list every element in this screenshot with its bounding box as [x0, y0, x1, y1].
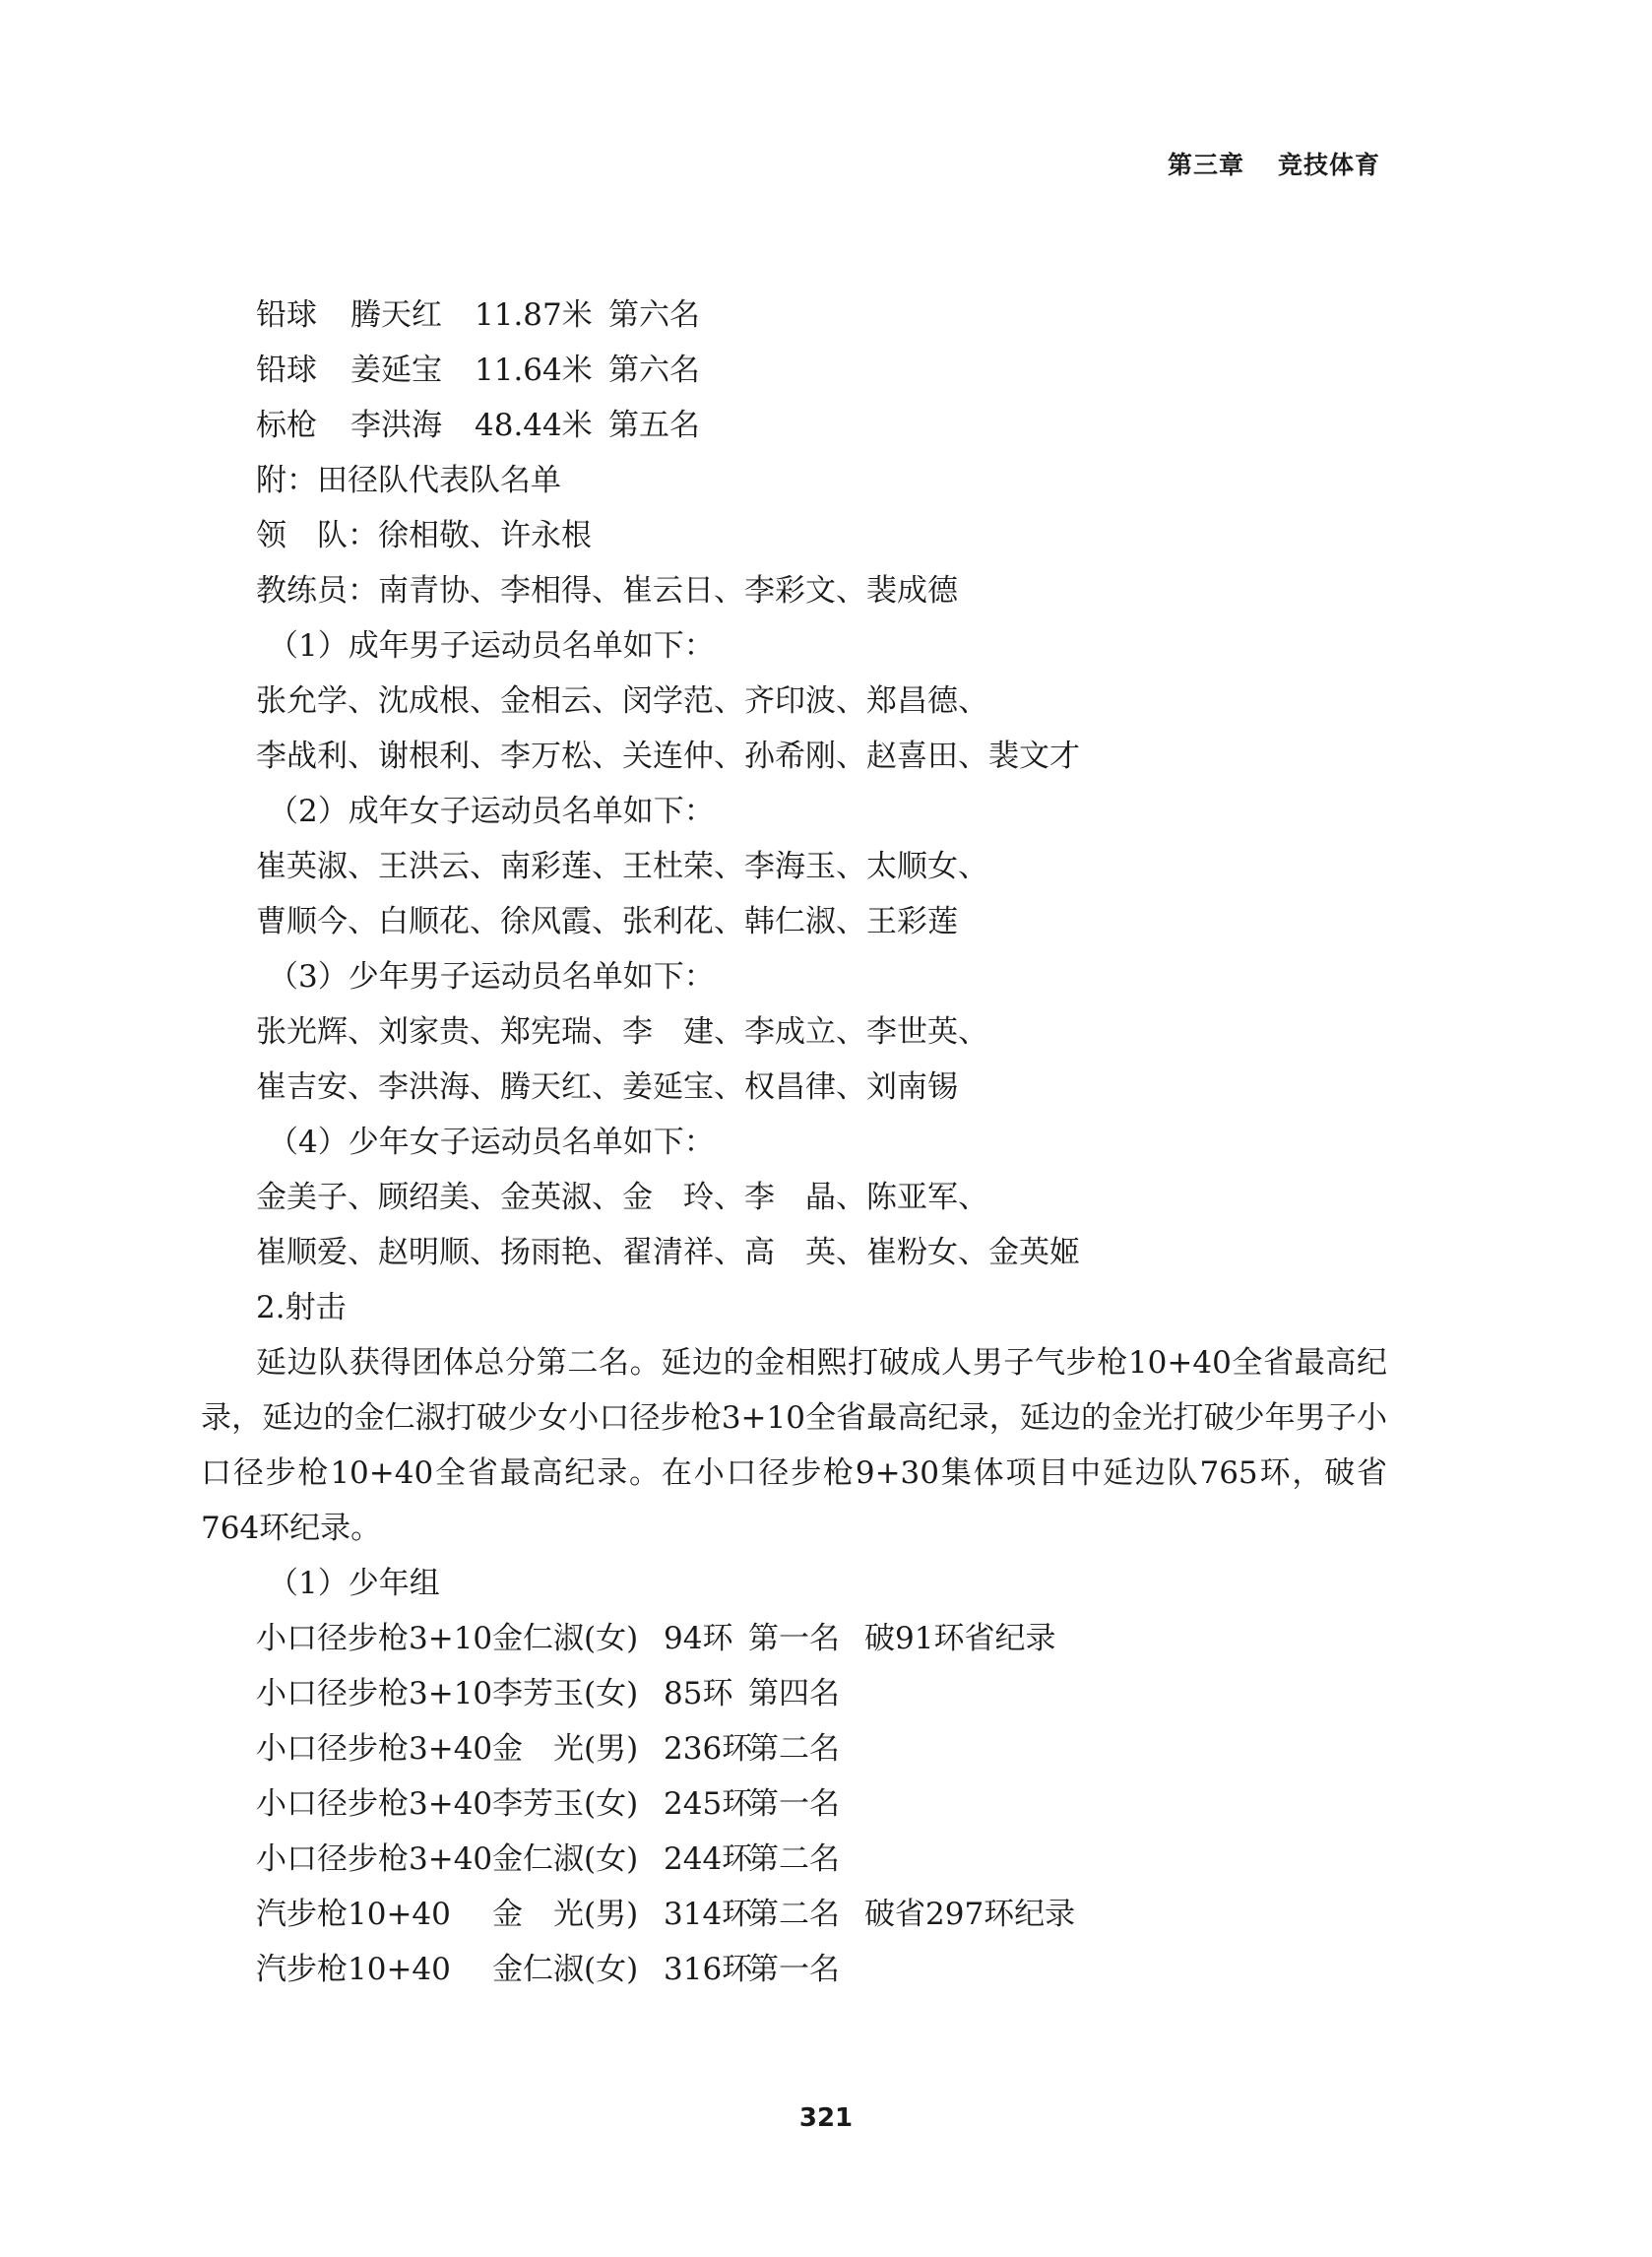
result-place: 第一名 [748, 1621, 840, 1656]
result-place: 第一名 [748, 1952, 840, 1987]
roster-title: 附：田径队代表队名单 [256, 463, 561, 498]
result-event: 小口径步枪3+10 [256, 1621, 493, 1656]
result-score: 236环 [664, 1731, 753, 1767]
result-place: 第五名 [608, 408, 700, 443]
result-mark: 11.64米 [475, 353, 593, 388]
result-score: 316环 [664, 1952, 753, 1987]
roster-names: 张允学、沈成根、金相云、闵学范、齐印波、郑昌德、 [256, 683, 988, 719]
roster-names: 曹顺今、白顺花、徐风霞、张利花、韩仁淑、王彩莲 [256, 904, 958, 939]
result-place: 第一名 [748, 1786, 840, 1822]
result-score: 244环 [664, 1841, 753, 1877]
result-place: 第六名 [608, 297, 700, 333]
result-place: 第二名 [748, 1897, 840, 1932]
roster-names: 崔英淑、王洪云、南彩莲、王杜荣、李海玉、太顺女、 [256, 849, 988, 884]
result-place: 第四名 [748, 1676, 840, 1711]
result-event: 铅球 [256, 297, 317, 333]
result-athlete: 金仁淑(女) [492, 1621, 639, 1656]
result-event: 小口径步枪3+40 [256, 1786, 493, 1822]
result-event: 小口径步枪3+40 [256, 1731, 493, 1767]
roster-names: 李战利、谢根利、李万松、关连仲、孙希刚、赵喜田、裴文才 [256, 739, 1080, 774]
result-athlete: 金 光(男) [492, 1731, 639, 1767]
section-title: 2.射击 [256, 1290, 347, 1325]
running-header [1168, 146, 1380, 181]
result-athlete: 李洪海 [350, 408, 442, 443]
result-event: 标枪 [256, 408, 317, 443]
roster-leaders: 领 队：徐相敬、许永根 [256, 518, 592, 553]
result-score: 85环 [664, 1676, 733, 1711]
page-number: 321 [798, 2103, 854, 2133]
roster-group-heading: （1）成年男子运动员名单如下： [268, 628, 715, 664]
result-mark: 48.44米 [475, 408, 593, 443]
result-event: 小口径步枪3+40 [256, 1841, 493, 1877]
result-athlete: 姜延宝 [350, 353, 442, 388]
result-athlete: 腾天红 [350, 297, 442, 333]
result-place: 第二名 [748, 1731, 840, 1767]
result-score: 245环 [664, 1786, 753, 1822]
result-event: 铅球 [256, 353, 317, 388]
result-note: 破省297环纪录 [864, 1897, 1076, 1932]
result-event: 汽步枪10+40 [256, 1952, 451, 1987]
result-mark: 11.87米 [475, 297, 593, 333]
roster-names: 崔顺爱、赵明顺、扬雨艳、翟清祥、高 英、崔粉女、金英姬 [256, 1235, 1080, 1270]
shooting-paragraph: 延边队获得团体总分第二名。延边的金相熙打破成人男子气步枪10+40全省最高纪录，延边的金仁淑打破少女小口径步枪3+10全省最高纪录，延边的金光打破少年男子小口径步枪10+40全省最高纪录。在小口径步枪9+30集体项目中延边队765环，破省764环纪录。 [201, 1345, 1387, 1546]
result-athlete: 金 光(男) [492, 1897, 639, 1932]
subgroup-heading: （1）少年组 [268, 1566, 440, 1601]
result-score: 314环 [664, 1897, 753, 1932]
result-athlete: 李芳玉(女) [492, 1786, 639, 1822]
chapter-number: 第三章 [1167, 151, 1244, 179]
result-athlete: 金仁淑(女) [492, 1952, 639, 1987]
roster-group-heading: （3）少年男子运动员名单如下： [268, 959, 715, 995]
result-note: 破91环省纪录 [864, 1621, 1056, 1656]
result-score: 94环 [664, 1621, 733, 1656]
result-event: 汽步枪10+40 [256, 1897, 451, 1932]
roster-coaches: 教练员：南青协、李相得、崔云日、李彩文、裴成德 [256, 573, 958, 609]
result-athlete: 李芳玉(女) [492, 1676, 639, 1711]
result-place: 第六名 [608, 353, 700, 388]
roster-names: 崔吉安、李洪海、腾天红、姜延宝、权昌律、刘南锡 [256, 1069, 958, 1105]
roster-names: 金美子、顾绍美、金英淑、金 玲、李 晶、陈亚军、 [256, 1180, 988, 1215]
result-athlete: 金仁淑(女) [492, 1841, 639, 1877]
chapter-title: 竞技体育 [1277, 151, 1380, 179]
result-place: 第二名 [748, 1841, 840, 1877]
roster-group-heading: （4）少年女子运动员名单如下： [268, 1125, 715, 1160]
result-event: 小口径步枪3+10 [256, 1676, 493, 1711]
roster-names: 张光辉、刘家贵、郑宪瑞、李 建、李成立、李世英、 [256, 1014, 988, 1050]
roster-group-heading: （2）成年女子运动员名单如下： [268, 794, 715, 829]
